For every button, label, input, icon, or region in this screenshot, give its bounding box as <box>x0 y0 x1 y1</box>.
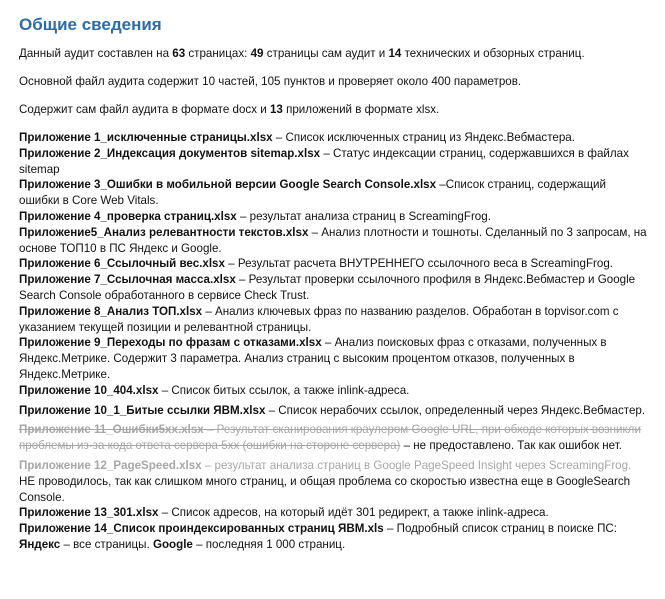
appendix-item-6 <box>19 256 647 272</box>
appendix-item-1 <box>19 130 647 146</box>
tech-page-count: 14 <box>388 47 402 60</box>
appendix-name: Приложение 1_исключенные страницы.xlsx <box>19 131 273 144</box>
text: технических и обзорных страниц. <box>401 47 585 60</box>
text: приложений в формате xlsx. <box>282 103 440 116</box>
audit-page-count: 49 <box>250 47 264 60</box>
appendix-note: – не предоставлено. Так как ошибок нет. <box>400 439 622 453</box>
appendix-name: Приложение 14_Список проиндексированных страниц ЯВМ.xls <box>19 522 384 536</box>
appendix-name: Приложение 4_проверка страниц.xlsx <box>19 209 237 223</box>
intro-paragraph-files <box>19 102 647 118</box>
section-heading: Общие сведения <box>19 15 162 34</box>
page-count: 63 <box>172 47 186 60</box>
appendix-list <box>19 130 647 553</box>
appendix-name: Приложение 11_Ошибки5хх.xlsx <box>19 423 204 437</box>
appendix-name: Приложение 6_Ссылочный вес.xlsx <box>19 257 225 271</box>
appendix-name: Приложение 10_404.xlsx <box>19 383 159 397</box>
appendix-desc: – Результат расчета ВНУТРЕННЕГО ссылочного веса в ScreamingFrog. <box>224 257 614 271</box>
appendix-name: Приложение5_Анализ релевантности текстов.xlsx <box>19 225 309 239</box>
appendix-desc: – Подробный список страниц в поиске ПС: <box>383 522 618 536</box>
appendix-item-7 <box>19 272 647 304</box>
appendix-desc: – Анализ поисковых фраз с отказами, полученных в Яндекс.Метрике. Содержит 3 параметра. Анализ страниц с высоким процентом отказов, полученных в Яндекс.Метрике. <box>19 336 607 381</box>
appendix-name: Приложение 9_Переходы по фразам с отказами.xlsx <box>19 336 322 350</box>
appendix-desc: –Список страниц, содержащий ошибки в Core Web Vitals. <box>19 178 606 208</box>
appendix-desc: – Список битых ссылок, а также inlink-адреса. <box>158 383 410 397</box>
appendix-desc: – Анализ плотности и тошноты. Сделанный по 3 запросам, на основе ТОП10 в ПС Яндекс и Google. <box>19 225 647 255</box>
appendix-item-12-note: НЕ проводилось, так как слишком много страниц, и общая проблема со скоростью известна еще в GoogleSearch Console. <box>19 474 631 504</box>
appendix-item-10-1 <box>19 403 647 419</box>
engine-yandex: Яндекс <box>19 537 61 551</box>
appendix-count: 13 <box>269 103 283 116</box>
appendix-name: Приложение 10_1_Битые ссылки ЯВМ.xlsx <box>19 403 266 417</box>
appendix-name: Приложение 8_Анализ ТОП.xlsx <box>19 304 203 318</box>
appendix-desc: – Список исключенных страниц из Яндекс.Вебмастера. <box>272 131 575 144</box>
text: Содержит сам файл аудита в формате docx и <box>19 103 270 116</box>
appendix-desc: – результат анализа страниц в ScreamingFrog. <box>236 209 491 223</box>
appendix-item-10 <box>19 383 647 399</box>
text: страницах: <box>185 47 251 60</box>
appendix-name: Приложение 3_Ошибки в мобильной версии Google Search Console.xlsx <box>19 178 437 192</box>
appendix-item-9 <box>19 335 647 382</box>
appendix-desc: – Статус индексации страниц, содержавшихся в файлах sitemap <box>19 146 629 176</box>
appendix-item-12 <box>19 458 647 474</box>
appendix-desc: – Анализ ключевых фраз по названию разделов. Обработан в topvisor.com с указанием текущей позиции и релевантной страницы. <box>19 304 619 334</box>
appendix-item-11 <box>19 422 647 454</box>
appendix-name: Приложение 7_Ссылочная масса.xlsx <box>19 273 236 287</box>
appendix-desc: – Список нерабочих ссылок, определенный через Яндекс.Вебмастер. <box>265 403 646 417</box>
appendix-item-3 <box>19 177 647 209</box>
appendix-item-5 <box>19 225 647 257</box>
appendix-item-4 <box>19 209 647 225</box>
appendix-item-8 <box>19 304 647 336</box>
appendix-item-2 <box>19 146 647 178</box>
appendix-item-13 <box>19 505 647 521</box>
engine-google: Google <box>152 537 193 551</box>
engine-desc: – последняя 1 000 страниц. <box>192 537 346 551</box>
appendix-name: Приложение 13_301.xlsx <box>19 506 159 520</box>
appendix-name: Приложение 12_PageSpeed.xlsx <box>19 458 202 472</box>
text: страницы сам аудит и <box>263 47 389 60</box>
text: Данный аудит составлен на <box>19 47 173 60</box>
appendix-desc: – Список адресов, на который идёт 301 редирект, а также inlink-адреса. <box>158 506 549 520</box>
engine-desc: – все страницы. <box>60 537 153 551</box>
appendix-name: Приложение 2_Индексация документов sitemap.xlsx <box>19 146 321 160</box>
intro-paragraph-pages <box>19 46 647 62</box>
appendix-desc: – Результат проверки ссылочного профиля в Яндекс.Вебмастер и Google Search Console обработанного в сервисе Check Trust. <box>19 273 636 302</box>
intro-paragraph-structure: Основной файл аудита содержит 10 частей, 105 пунктов и проверяет около 400 параметров. <box>19 75 522 88</box>
appendix-item-14 <box>19 521 647 553</box>
appendix-desc-gray: – результат анализа страниц в Google PageSpeed Insight через ScreamingFrog. <box>201 458 632 472</box>
appendix-desc-struck: – Результат сканирования краулером Google URL, при обходе которых возникли проблемы из-за кода ответа сервера 5хх (ошибки на стороне сервера) <box>19 423 641 453</box>
